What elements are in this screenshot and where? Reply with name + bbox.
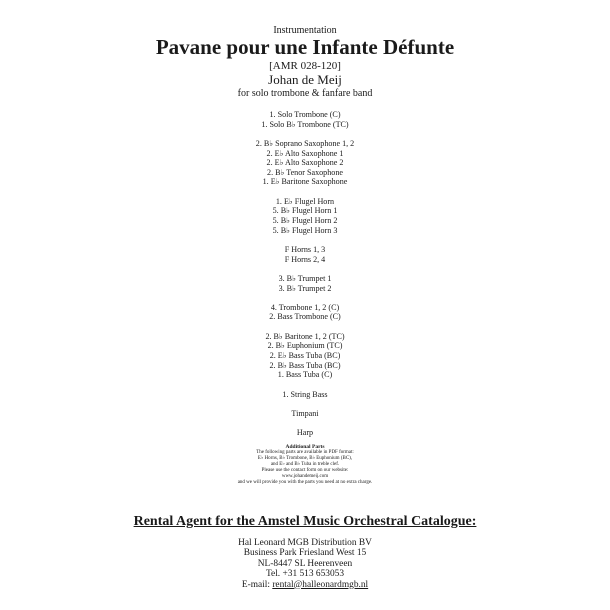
instrument-group (0, 110, 610, 129)
catalog-number: [AMR 028-120] (269, 60, 341, 72)
address-line: Tel. +31 513 653053 (265, 569, 345, 580)
piece-title: Pavane pour une Infante Défunte (155, 35, 455, 59)
rental-address (0, 538, 610, 590)
additional-parts-line: E♭ Horns, B♭ Trombone, B♭ Euphonium (BC), (257, 456, 353, 461)
instrument-line: 2. B♭ Euphonium (TC) (267, 341, 343, 351)
instrument-line: 1. Solo Trombone (C) (269, 110, 341, 119)
additional-parts-line: www.johandemeij.com (281, 474, 329, 479)
instrument-line: 1. Solo B♭ Trombone (TC) (261, 119, 349, 129)
instrument-line: 4. Trombone 1, 2 (C) (270, 302, 340, 312)
instrument-line: F Horns 2, 4 (284, 254, 326, 264)
instrument-line: 5. B♭ Flugel Horn 2 (272, 215, 338, 225)
instrument-group (0, 409, 610, 419)
email-line (0, 580, 610, 590)
instrument-line: 3. B♭ Trumpet 1 (278, 273, 332, 283)
instrument-group (0, 332, 610, 380)
instrument-line: 1. String Bass (282, 389, 328, 399)
instrument-line: Harp (296, 428, 314, 438)
composer-name: Johan de Meij (268, 72, 342, 87)
instrument-line: 2. E♭ Bass Tuba (BC) (269, 351, 341, 361)
instrument-line: F Horns 1, 3 (284, 244, 326, 254)
instrument-line: 2. B♭ Bass Tuba (BC) (269, 360, 341, 370)
address-line: NL-8447 SL Heerenveen (257, 558, 353, 569)
instrument-line: 2. Bass Trombone (C) (269, 312, 341, 322)
instrument-line: 1. E♭ Baritone Saxophone (262, 177, 348, 187)
instrument-group (0, 303, 610, 322)
page-label: Instrumentation (273, 25, 337, 36)
instrument-line: 1. Bass Tuba (C) (277, 370, 333, 380)
instrument-group (0, 428, 610, 438)
instrument-line: 3. B♭ Trumpet 2 (278, 283, 332, 293)
instrument-group (0, 139, 610, 187)
instrument-group (0, 390, 610, 400)
instrument-line: 5. B♭ Flugel Horn 3 (272, 225, 338, 235)
additional-parts-line: and we will provide you with the parts you need at no extra charge. (237, 480, 373, 485)
instrument-line: Timpani (291, 409, 319, 419)
address-lines (0, 538, 610, 580)
instrument-line: 5. B♭ Flugel Horn 1 (272, 206, 338, 216)
additional-parts-line: Please use the contact form on our website: (261, 468, 349, 473)
address-line: Business Park Friesland West 15 (243, 548, 367, 559)
additional-parts-line: and E♭ and B♭ Tuba in treble clef. (270, 462, 340, 467)
instrument-group (0, 245, 610, 264)
additional-parts-lines (0, 450, 610, 486)
additional-parts-line: The following parts are available in PDF format: (256, 450, 354, 455)
instrument-group (0, 197, 610, 235)
scoring-subtitle: for solo trombone & fanfare band (237, 88, 373, 99)
additional-parts-title: Additional Parts (285, 444, 325, 450)
additional-parts-note (0, 444, 610, 486)
instrument-group (0, 274, 610, 293)
email-link[interactable]: rental@halleonardmgb.nl (272, 579, 369, 590)
instrument-line: 2. B♭ Tenor Saxophone (267, 167, 343, 177)
rental-agent-title: Rental Agent for the Amstel Music Orchestral Catalogue: (133, 514, 477, 529)
instrument-line: 2. E♭ Alto Saxophone 1 (266, 148, 344, 158)
instrument-list (0, 110, 610, 438)
instrument-line: 2. B♭ Soprano Saxophone 1, 2 (255, 138, 355, 148)
email-label: E-mail: (241, 579, 273, 590)
instrument-line: 2. E♭ Alto Saxophone 2 (266, 158, 344, 168)
address-line: Hal Leonard MGB Distribution BV (238, 538, 372, 548)
instrument-line: 1. E♭ Flugel Horn (275, 196, 335, 206)
instrument-line: 2. B♭ Baritone 1, 2 (TC) (265, 331, 345, 341)
